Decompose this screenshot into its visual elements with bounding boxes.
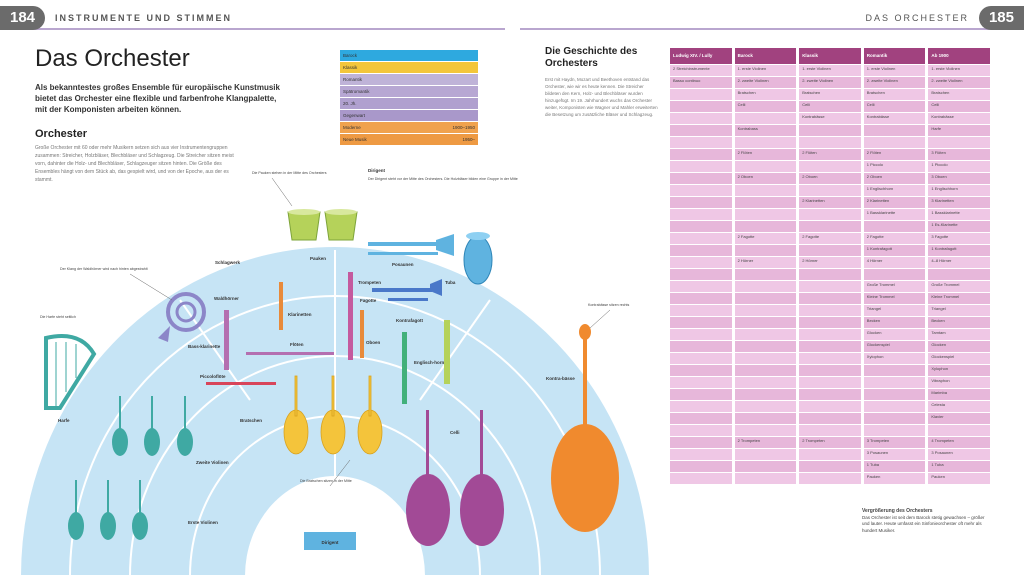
label-kontrafagott: Kontrafagott xyxy=(396,318,423,323)
table-cell xyxy=(799,353,861,364)
table-cell: Celesta xyxy=(928,401,990,412)
table-cell xyxy=(928,137,990,148)
table-cell: 2 Klarinetten xyxy=(799,197,861,208)
table-cell xyxy=(799,365,861,376)
note-text: Das Orchester ist seit dem Barock stetig gewachsen – größer und lauter. Heute umfasst ein Sinfonieorchester oft mehr als hundert Musiker. xyxy=(862,514,985,533)
table-cell xyxy=(864,221,926,232)
table-cell xyxy=(735,113,797,124)
table-cell: Tamtam xyxy=(928,329,990,340)
callout-bratschen: Die Bratschen sitzen in der Mitte xyxy=(300,479,352,483)
table-cell: 2 Flöten xyxy=(864,149,926,160)
table-cell xyxy=(670,341,732,352)
table-header: Ludwig XIV. / Lully xyxy=(670,48,732,64)
table-cell xyxy=(735,377,797,388)
table-cell xyxy=(928,425,990,436)
legend-row xyxy=(340,134,478,145)
table-cell: Kleine Trommel xyxy=(864,293,926,304)
table-header: Romantik xyxy=(864,48,926,64)
table-cell xyxy=(864,365,926,376)
table-cell: Becken xyxy=(864,317,926,328)
table-cell xyxy=(670,185,732,196)
note-box xyxy=(862,508,992,534)
table-cell: 1 Tuba xyxy=(928,461,990,472)
table-cell: 2 Flöten xyxy=(799,149,861,160)
table-cell: Celli xyxy=(799,101,861,112)
table-cell: Glockenspiel xyxy=(928,353,990,364)
table-cell xyxy=(670,293,732,304)
table-cell: 1 Englischhorn xyxy=(928,185,990,196)
table-cell: Pauken xyxy=(928,473,990,484)
table-cell xyxy=(670,149,732,160)
table-cell: 3 Fagotte xyxy=(928,233,990,244)
table-cell: 2 Fagotte xyxy=(735,233,797,244)
table-cell: 4 Hörner xyxy=(864,257,926,268)
table-cell: Kleine Trommel xyxy=(928,293,990,304)
table-cell xyxy=(670,389,732,400)
legend-row xyxy=(340,110,478,121)
table-cell: Vibraphon xyxy=(928,377,990,388)
table-cell: Celli xyxy=(928,101,990,112)
label-floeten: Flöten xyxy=(290,342,304,347)
table-cell xyxy=(735,353,797,364)
right-section-title: Die Geschichte des Orchesters xyxy=(545,46,638,69)
left-running-title: INSTRUMENTE UND STIMMEN xyxy=(55,13,233,23)
table-cell xyxy=(735,221,797,232)
legend-row xyxy=(340,50,478,61)
table-cell: 2 Flöten xyxy=(735,149,797,160)
table-cell xyxy=(735,449,797,460)
table-cell xyxy=(799,221,861,232)
table-cell: 3 Posaunen xyxy=(928,449,990,460)
table-cell xyxy=(799,413,861,424)
label-piccolofloete: Piccoloflöte xyxy=(200,374,226,379)
table-cell: 1 Tuba xyxy=(864,461,926,472)
legend-label: Barock xyxy=(343,53,358,58)
table-cell: Große Trommel xyxy=(864,281,926,292)
label-dirigent: Dirigent xyxy=(321,540,339,545)
table-cell: Glocken xyxy=(928,341,990,352)
table-cell: Celli xyxy=(864,101,926,112)
legend-row xyxy=(340,122,478,133)
piccolo-icon xyxy=(206,382,276,385)
table-cell xyxy=(670,233,732,244)
callout-bass: Kontrabässe sitzen rechts xyxy=(588,303,630,307)
left-page-number: 184 xyxy=(0,6,45,30)
section-heading: Orchester xyxy=(35,128,87,140)
label-zweite-violinen: Zweite Violinen xyxy=(196,460,229,465)
table-cell: 1. erste Violinen xyxy=(735,65,797,76)
table-cell: 1 Bassklarinette xyxy=(864,209,926,220)
legend-label: Klassik xyxy=(343,65,358,70)
table-cell xyxy=(670,401,732,412)
table-cell: Bratschen xyxy=(864,89,926,100)
table-cell: 1. erste Violinen xyxy=(799,65,861,76)
legend-label: 20. Jh. xyxy=(343,101,357,106)
table-column xyxy=(670,48,732,500)
label-fagotte: Fagotte xyxy=(360,298,377,303)
table-cell xyxy=(670,89,732,100)
table-cell xyxy=(799,401,861,412)
right-section-paragraph: Erst mit Haydn, Mozart und Beethoven entstand das Orchester, wie wir es heute kennen. Die Streicher bildeten den Kern, Holz- und Blechbläser wurden hinzugefügt. Im 19. Jahrhundert wuchs das Orchester weiter, Komponisten wie Wagner und Mahler erweiterten die Besetzung um zusätzliche Bläser und Schlagzeug. xyxy=(545,77,658,117)
left-page-header xyxy=(0,8,505,30)
table-cell: Pauken xyxy=(864,473,926,484)
right-page-header xyxy=(520,8,1024,30)
table-cell: 3 Flöten xyxy=(928,149,990,160)
table-cell: Kontrabässe xyxy=(928,113,990,124)
table-cell: Triangel xyxy=(928,305,990,316)
table-cell xyxy=(670,113,732,124)
table-cell: 1. erste Violinen xyxy=(928,65,990,76)
table-cell xyxy=(799,329,861,340)
table-cell xyxy=(864,425,926,436)
legend-years: 1900–1950 xyxy=(452,125,475,130)
table-cell: 3 Trompeten xyxy=(864,437,926,448)
legend-years: 1950– xyxy=(462,137,475,142)
table-cell xyxy=(735,161,797,172)
table-header: Barock xyxy=(735,48,797,64)
table-cell: Triangel xyxy=(864,305,926,316)
table-column xyxy=(735,48,797,500)
table-cell: 1 Es-Klarinette xyxy=(928,221,990,232)
legend-row xyxy=(340,98,478,109)
table-cell xyxy=(735,341,797,352)
table-header: Ab 1900 xyxy=(928,48,990,64)
callout-pauken: Die Pauken stehen in der Mitte des Orchesters xyxy=(252,171,327,175)
instrumentation-table xyxy=(670,48,990,500)
table-cell: Marimba xyxy=(928,389,990,400)
table-cell: Xylophon xyxy=(928,365,990,376)
table-cell: 1 Kontrafagott xyxy=(928,245,990,256)
table-cell: 1 Piccolo xyxy=(864,161,926,172)
clarinet-icon xyxy=(279,282,283,330)
label-waldhoerner: Waldhörner xyxy=(214,296,239,301)
legend-label: Moderne xyxy=(343,125,361,130)
label-englischhorn: Englisch-horn xyxy=(414,360,445,365)
table-cell xyxy=(864,377,926,388)
orchestra-seating-diagram xyxy=(0,160,670,576)
table-cell xyxy=(799,269,861,280)
table-cell: Bratschen xyxy=(799,89,861,100)
right-running-title: DAS ORCHESTER xyxy=(865,13,969,23)
table-cell xyxy=(735,305,797,316)
table-cell: 2 Fagotte xyxy=(799,233,861,244)
label-posaunen: Posaunen xyxy=(392,262,414,267)
callout-line xyxy=(130,274,172,300)
page-title: Das Orchester xyxy=(35,45,190,72)
table-cell: Basso continuo xyxy=(670,77,732,88)
table-cell: 1 Englischhorn xyxy=(864,185,926,196)
table-cell: 4 Trompeten xyxy=(928,437,990,448)
table-cell: 2. zweite Violinen xyxy=(799,77,861,88)
table-cell xyxy=(670,437,732,448)
table-cell xyxy=(670,173,732,184)
label-schlagwerk: Schlagwerk xyxy=(215,260,241,265)
table-cell: Celli xyxy=(735,101,797,112)
label-oboen: Oboen xyxy=(366,340,381,345)
table-cell: 2 Streichinstrumente xyxy=(670,65,732,76)
label-bratschen: Bratschen xyxy=(240,418,263,423)
legend-label: Neue Musik xyxy=(343,137,367,142)
table-cell xyxy=(670,473,732,484)
table-column xyxy=(928,48,990,500)
legend-row xyxy=(340,86,478,97)
table-cell: 1. erste Violinen xyxy=(864,65,926,76)
table-cell xyxy=(928,269,990,280)
table-cell xyxy=(670,209,732,220)
table-cell: 2 Trompeten xyxy=(735,437,797,448)
table-cell xyxy=(735,365,797,376)
table-cell xyxy=(864,413,926,424)
label-erste-violinen: Erste Violinen xyxy=(188,520,218,525)
table-cell xyxy=(735,461,797,472)
table-cell xyxy=(670,425,732,436)
table-cell xyxy=(735,269,797,280)
legend-row xyxy=(340,62,478,73)
table-cell xyxy=(799,209,861,220)
table-cell: 2 Oboen xyxy=(735,173,797,184)
table-cell: 3 Oboen xyxy=(928,173,990,184)
table-cell xyxy=(799,473,861,484)
table-cell xyxy=(670,317,732,328)
table-cell xyxy=(735,137,797,148)
table-cell: Glockenspiel xyxy=(864,341,926,352)
table-cell: 2 Hörner xyxy=(735,257,797,268)
table-cell xyxy=(735,245,797,256)
table-cell xyxy=(735,185,797,196)
table-cell: Glocken xyxy=(864,329,926,340)
table-cell xyxy=(864,137,926,148)
table-cell xyxy=(670,221,732,232)
table-header: Klassik xyxy=(799,48,861,64)
table-cell xyxy=(670,353,732,364)
legend-label: Romantik xyxy=(343,77,363,82)
table-cell xyxy=(670,245,732,256)
trombone-icon xyxy=(368,234,454,256)
table-cell: 1 Bassklarinette xyxy=(928,209,990,220)
table-cell: 2 Trompeten xyxy=(799,437,861,448)
table-cell: Große Trommel xyxy=(928,281,990,292)
label-bassklarinette: Bass-klarinette xyxy=(188,344,221,349)
table-cell xyxy=(670,197,732,208)
table-cell xyxy=(799,389,861,400)
table-cell xyxy=(670,449,732,460)
table-cell xyxy=(735,317,797,328)
table-cell xyxy=(670,269,732,280)
table-cell: 2 Klarinetten xyxy=(864,197,926,208)
table-cell xyxy=(670,365,732,376)
table-cell: Bratschen xyxy=(735,89,797,100)
callout-dirigent: Der Dirigent steht vor der Mitte des Orchesters. Die Holzbläser bilden eine Gruppe in der Mitte xyxy=(368,177,518,181)
oboe-icon xyxy=(360,310,364,358)
table-cell xyxy=(735,401,797,412)
table-cell: 3 Klarinetten xyxy=(928,197,990,208)
table-cell xyxy=(799,305,861,316)
table-cell xyxy=(799,293,861,304)
intro-text: Als bekanntestes großes Ensemble für europäische Kunstmusik bietet das Orchester eine flexible und farbenfrohe Klangpalette, mit der Komponisten arbeiten können. xyxy=(35,83,280,114)
table-cell xyxy=(735,413,797,424)
table-cell xyxy=(799,125,861,136)
table-cell xyxy=(799,425,861,436)
table-cell xyxy=(799,317,861,328)
right-page-number: 185 xyxy=(979,6,1024,30)
table-cell xyxy=(735,389,797,400)
english-horn-icon xyxy=(444,320,450,384)
callout-dirigent-title: Dirigent xyxy=(368,168,386,173)
table-cell: 2 Fagotte xyxy=(864,233,926,244)
table-cell: Bratschen xyxy=(928,89,990,100)
table-cell xyxy=(735,329,797,340)
table-cell: Kontrabässe xyxy=(864,113,926,124)
table-cell xyxy=(799,185,861,196)
table-cell xyxy=(670,413,732,424)
table-cell: Klavier xyxy=(928,413,990,424)
table-cell: 3 Posaunen xyxy=(864,449,926,460)
legend-label: Spätromantik xyxy=(343,89,370,94)
legend-row xyxy=(340,74,478,85)
contrabassoon-icon xyxy=(402,332,407,404)
table-cell xyxy=(799,341,861,352)
table-cell xyxy=(799,137,861,148)
table-cell xyxy=(670,137,732,148)
flute-icon xyxy=(246,352,334,355)
table-cell xyxy=(799,377,861,388)
label-klarinetten: Klarinetten xyxy=(288,312,312,317)
callout-line xyxy=(272,178,292,206)
legend-label: Gegenwart xyxy=(343,113,366,118)
table-column xyxy=(864,48,926,500)
table-cell xyxy=(864,389,926,400)
table-cell: 2 Oboen xyxy=(799,173,861,184)
table-cell: 2 Oboen xyxy=(864,173,926,184)
table-cell xyxy=(670,101,732,112)
bassoon-icon xyxy=(348,272,353,360)
callout-horn: Der Klang der Waldhörner wird nach hinten abgestrahlt xyxy=(60,267,148,271)
era-legend xyxy=(340,50,478,146)
tuba-icon xyxy=(464,232,492,284)
table-cell: Becken xyxy=(928,317,990,328)
table-cell xyxy=(670,329,732,340)
table-cell xyxy=(799,461,861,472)
table-cell xyxy=(799,245,861,256)
label-celli: Celli xyxy=(450,430,460,435)
table-cell xyxy=(735,209,797,220)
table-cell xyxy=(799,281,861,292)
table-cell xyxy=(670,161,732,172)
table-column xyxy=(799,48,861,500)
callout-harfe: Die Harfe steht seitlich xyxy=(40,315,76,319)
timpani-icon xyxy=(288,209,357,240)
bass-clarinet-icon xyxy=(224,310,229,370)
table-cell xyxy=(670,125,732,136)
table-cell: Kontrabässe xyxy=(799,113,861,124)
label-pauken: Pauken xyxy=(310,256,327,261)
table-cell xyxy=(670,281,732,292)
section-paragraph: Große Orchester mit 60 oder mehr Musikern setzen sich aus vier Instrumentengruppen zusammen: Streicher, Holzbläser, Blechbläser und Schlagzeug. Die Streicher sitzen meist vorn, dahinter die Holz- und Blechbläser, Schlagzeuger sitzen hinten. Die Größe des Ensembles hängt von dem Stück ab, das gespielt wird, und von der Epoche, aus der es stammt. xyxy=(35,145,234,183)
table-cell: 2 Hörner xyxy=(799,257,861,268)
table-cell xyxy=(670,257,732,268)
callout-line xyxy=(590,310,610,328)
table-cell: Harfe xyxy=(928,125,990,136)
table-cell: Kontrabass xyxy=(735,125,797,136)
table-cell: 2. zweite Violinen xyxy=(735,77,797,88)
table-cell xyxy=(864,125,926,136)
table-cell: 2. zweite Violinen xyxy=(928,77,990,88)
table-cell xyxy=(799,161,861,172)
label-kontrabaesse: Kontra-bässe xyxy=(546,376,575,381)
label-tuba: Tuba xyxy=(445,280,456,285)
table-cell xyxy=(735,473,797,484)
table-cell xyxy=(735,281,797,292)
table-cell xyxy=(735,197,797,208)
table-cell xyxy=(670,377,732,388)
table-cell: Xylophon xyxy=(864,353,926,364)
table-cell xyxy=(799,449,861,460)
table-cell: 1 Piccolo xyxy=(928,161,990,172)
table-cell: 1 Kontrafagott xyxy=(864,245,926,256)
table-cell xyxy=(670,305,732,316)
label-harfe: Harfe xyxy=(58,418,70,423)
table-cell xyxy=(864,269,926,280)
table-cell xyxy=(670,461,732,472)
table-cell: 4–8 Hörner xyxy=(928,257,990,268)
label-trompeten: Trompeten xyxy=(358,280,382,285)
table-cell: 2. zweite Violinen xyxy=(864,77,926,88)
table-cell xyxy=(735,425,797,436)
table-cell xyxy=(864,401,926,412)
table-cell xyxy=(735,293,797,304)
note-title: Vergrößerung des Orchesters xyxy=(862,508,933,514)
